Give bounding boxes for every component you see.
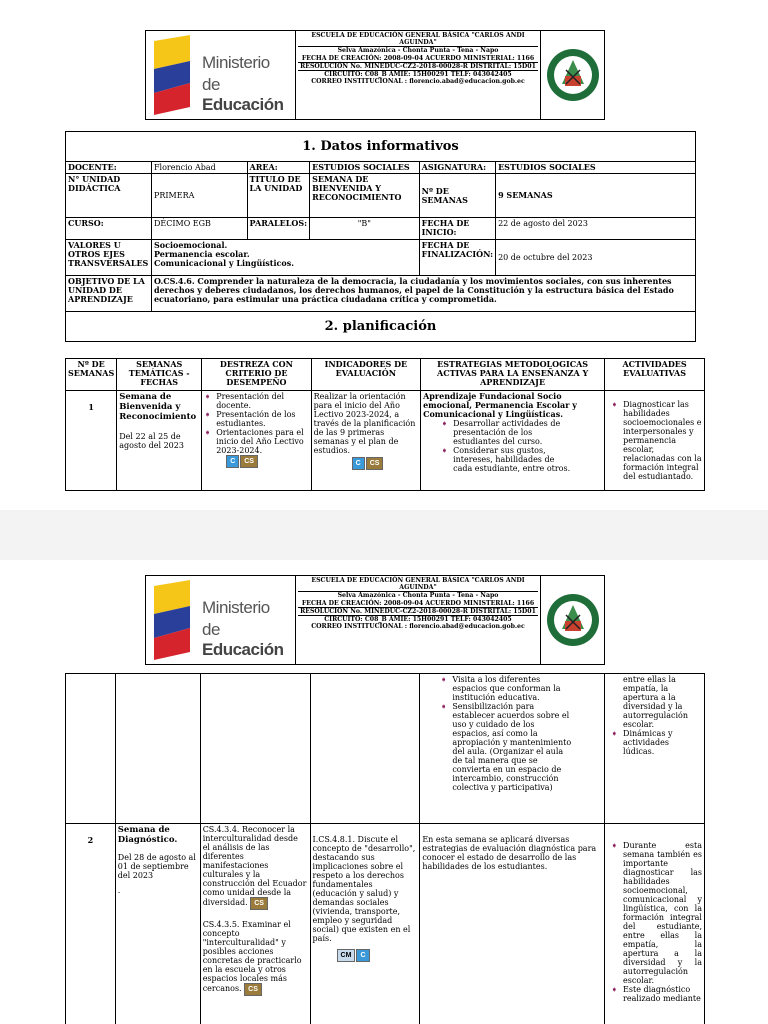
school-email: CORREO INSTITUCIONAL : florencio.abad@educacion.gob.ec [311, 623, 525, 631]
row2-indicador: I.CS.4.8.1. Discute el concepto de "desarrollo", destacando sus implicaciones sobre el respeto a los derechos fundamentales (educación y salud) y demandas sociales (vivienda, transporte, empleo y seguridad social) que existen en el país. [312, 835, 416, 943]
row2-tema: Semana de Diagnóstico. [117, 825, 178, 845]
list-item: ➧ Sensibilización para establecer acuerdos sobre el uso y cuidado de los espacios, así como la apropiación y mantenimiento del aula. (Organizar el aula de tal manera que se convierta en un espacio de intercambio, construcción colectiva y participativa) [440, 702, 572, 792]
planificacion-title: 2. planificación [66, 312, 696, 342]
list-item: ➧ Visita a los diferentes espacios que conforman la institución educativa. [440, 675, 572, 702]
asignatura-label: ASIGNATURA: [419, 162, 495, 174]
school-creation: FECHA DE CREACIÓN: 2008-09-04 ACUERDO MINISTERIAL: 1166 [298, 600, 538, 608]
competency-badge-c: C [352, 457, 365, 470]
row1-tema-cell [117, 391, 202, 491]
area-label: AREA: [247, 162, 310, 174]
school-seal [541, 576, 604, 664]
row2-destreza [200, 824, 310, 1024]
education-word: de Educación [202, 620, 284, 659]
row2-destreza-1: CS.4.3.4. Reconocer la interculturalidad desde el análisis de las diferentes manifestaciones culturales y la construcción del Ecuador como unidad desde la diversidad. CS [203, 825, 308, 910]
objetivo-label: OBJETIVO DE LA UNIDAD DE APRENDIZAJE [66, 276, 152, 312]
list-item: ➧ Dinámicas y actividades lúdicas. [611, 729, 702, 756]
education-word: de Educación [202, 75, 284, 114]
row1-tema: Semana de Bienvenida y Reconocimiento [119, 392, 197, 422]
school-seal [541, 31, 604, 119]
row1-num: 1 [66, 391, 117, 491]
row2-indicador-badges [313, 949, 418, 962]
fin-label: FECHA DE FINALIZACIÓN: [419, 240, 495, 276]
row1-estrategia-intro: Aprendizaje Fundacional Socio emocional, Permanencia Escolar y Comunicacional y Lingüísticas. [423, 391, 577, 419]
unidad-value: PRIMERA [151, 174, 247, 218]
school-resolution: RESOLUCIÓN No. MINEDUC-CZ2-2018-00028-R DISTRITAL: 15D01 [298, 608, 538, 616]
competency-badge-cm: CM [337, 949, 356, 962]
school-header [145, 575, 605, 665]
school-location: Selva Amazónica - Chonta Punta - Tena - Napo [337, 47, 499, 55]
school-circuit: CIRCUITO: C08_B AMIE: 15H00291 TELF: 043042405 [324, 616, 512, 624]
paralelos-value: "B" [310, 218, 420, 240]
cont-empty-2 [115, 674, 200, 824]
valor-2: Permanencia escolar. [153, 249, 250, 259]
table-row [66, 674, 705, 824]
page-gap [0, 510, 768, 560]
paralelos-label: PARALELOS: [247, 218, 310, 240]
col-header-estrategias: ESTRATEGIAS METODOLOGICAS ACTIVAS PARA LA ENSEÑANZA Y APRENDIZAJE [421, 359, 605, 391]
row2-destreza-2: CS.4.3.5. Examinar el concepto "interculturalidad" y posibles acciones concretas de practicarlo en la escuela y otros espacios locales más cercanos. CS [203, 920, 308, 996]
objetivo-value: O.CS.4.6. Comprender la naturaleza de la democracia, la ciudadanía y los movimientos sociales, con sus inherentes derechos y deberes ciudadanos, los derechos humanos, el papel de la Constitución y la estructura básica del Estado ecuatoriano, para estimular una práctica ciudadana crítica y comprometida. [151, 276, 695, 312]
row2-estrategia [420, 824, 605, 1024]
school-info [296, 576, 541, 664]
list-item: ➧ Considerar sus gustos, intereses, habilidades de cada estudiante, entre otros. [441, 446, 572, 473]
competency-badge-c: C [356, 949, 369, 962]
col-header-semanas: Nº DE SEMANAS [66, 359, 117, 391]
valores-value [151, 240, 419, 276]
planificacion-table-cont [65, 673, 705, 1024]
cont-empty-1 [66, 674, 116, 824]
ministry-logo [146, 576, 296, 664]
semanas-label: Nº DE SEMANAS [419, 174, 495, 218]
school-resolution: RESOLUCIÓN No. MINEDUC-CZ2-2018-00028-R DISTRITAL: 15D01 [298, 63, 538, 71]
row1-destreza-badges [204, 455, 308, 468]
school-header [145, 30, 605, 120]
table-row [66, 391, 705, 491]
ministry-word: Ministerio [202, 598, 270, 617]
competency-badge-cs: CS [250, 897, 268, 910]
cont-estrategia [420, 674, 605, 824]
school-info [296, 31, 541, 119]
cont-empty-3 [200, 674, 310, 824]
row1-destreza [202, 391, 311, 491]
planificacion-table [65, 358, 705, 491]
col-header-destreza: DESTREZA CON CRITERIO DE DESEMPEÑO [202, 359, 311, 391]
ecuador-flag-icon [150, 35, 196, 115]
list-item: ➧ Presentación de los estudiantes. [204, 410, 308, 428]
school-creation: FECHA DE CREACIÓN: 2008-09-04 ACUERDO MINISTERIAL: 1166 [298, 55, 538, 63]
curso-label: CURSO: [66, 218, 152, 240]
row1-actividades [605, 391, 705, 491]
competency-badge-c: C [226, 455, 239, 468]
list-item: ➧ Durante esta semana también es importante diagnosticar las habilidades socioemocional, comunicacional y lingüística, con la formación integral del estudiante, entre ellas la empatía, la apertura a la diversidad y la autorregulación escolar. [611, 841, 702, 985]
datos-title: 1. Datos informativos [66, 132, 696, 162]
row2-tema-cell [115, 824, 200, 1024]
school-name: ESCUELA DE EDUCACIÓN GENERAL BÁSICA "CARLOS ANDI AGUINDA" [298, 32, 538, 47]
row1-indicador-badges [314, 457, 418, 470]
datos-table [65, 131, 696, 342]
inicio-value: 22 de agosto del 2023 [496, 218, 696, 240]
row2-dot: . [117, 886, 121, 895]
school-email: CORREO INSTITUCIONAL : florencio.abad@educacion.gob.ec [311, 78, 525, 86]
col-header-tematicas: SEMANAS TEMÁTICAS - FECHAS [117, 359, 202, 391]
page-1 [0, 0, 768, 510]
row2-indicador-cell [310, 824, 420, 1024]
ecuador-flag-icon [150, 580, 196, 660]
school-location: Selva Amazónica - Chonta Punta - Tena - Napo [337, 592, 499, 600]
valor-3: Comunicacional y Lingüísticos. [153, 258, 295, 268]
school-seal-icon [546, 48, 600, 102]
row1-indicador-cell [311, 391, 420, 491]
inicio-label: FECHA DE INICIO: [419, 218, 495, 240]
list-item: ➧ Orientaciones para el inicio del Año Lectivo 2023-2024. [204, 428, 308, 455]
ministry-word: Ministerio [202, 53, 270, 72]
docente-value: Florencio Abad [151, 162, 247, 174]
table-row [66, 824, 705, 1024]
row2-fecha: Del 28 de agosto al 01 de septiembre del 2023 [117, 853, 196, 880]
list-item: ➧ Este diagnóstico realizado mediante [611, 985, 702, 1003]
docente-label: DOCENTE: [66, 162, 152, 174]
row2-num: 2 [66, 824, 116, 1024]
col-header-actividades: ACTIVIDADES EVALUATIVAS [605, 359, 705, 391]
school-seal-icon [546, 593, 600, 647]
titulo-label: TITULO DE LA UNIDAD [247, 174, 310, 218]
list-item: ➧ Presentación del docente. [204, 392, 308, 410]
col-header-indicadores: INDICADORES DE EVALUACIÓN [311, 359, 420, 391]
row1-fecha: Del 22 al 25 de agosto del 2023 [119, 432, 184, 450]
asignatura-value: ESTUDIOS SOCIALES [496, 162, 696, 174]
page-2 [0, 560, 768, 1024]
unidad-label: N° UNIDAD DIDÁCTICA [66, 174, 152, 218]
competency-badge-cs: CS [240, 455, 258, 468]
row2-actividades [605, 824, 705, 1024]
competency-badge-cs: CS [244, 983, 262, 996]
row2-estrategia-text: En esta semana se aplicará diversas estrategias de evaluación diagnóstica para conocer el estado de desarrollo de las habilidades de los estudiantes. [422, 835, 597, 871]
competency-badge-cs: CS [366, 457, 384, 470]
school-circuit: CIRCUITO: C08_B AMIE: 15H00291 TELF: 043042405 [324, 71, 512, 79]
list-item: ➧ Diagnosticar las habilidades socioemocionales e interpersonales y permanencia escolar, relacionadas con la formación integral del estudiantado. [611, 400, 702, 481]
valor-1: Socioemocional. [153, 240, 228, 250]
cont-actividades-text: entre ellas la empatía, la apertura a la diversidad y la autorregulación escolar. [623, 675, 688, 729]
cont-actividades [605, 674, 705, 824]
cont-empty-4 [310, 674, 420, 824]
list-item: ➧ Desarrollar actividades de presentación de los estudiantes del curso. [441, 419, 572, 446]
valores-label: VALORES U OTROS EJES TRANSVERSALES [66, 240, 152, 276]
row1-estrategia [421, 391, 605, 491]
titulo-value: SEMANA DE BIENVENIDA Y RECONOCIMIENTO [310, 174, 420, 218]
area-value: ESTUDIOS SOCIALES [310, 162, 420, 174]
row1-indicador: Realizar la orientación para el inicio del Año Lectivo 2023-2024, a través de la planificación de las 9 primeras semanas y el plan de estudios. [313, 392, 416, 455]
semanas-value: 9 SEMANAS [496, 174, 696, 218]
school-name: ESCUELA DE EDUCACIÓN GENERAL BÁSICA "CARLOS ANDI AGUINDA" [298, 577, 538, 592]
ministry-logo [146, 31, 296, 119]
curso-value: DÉCIMO EGB [151, 218, 247, 240]
fin-value: 20 de octubre del 2023 [496, 240, 696, 276]
